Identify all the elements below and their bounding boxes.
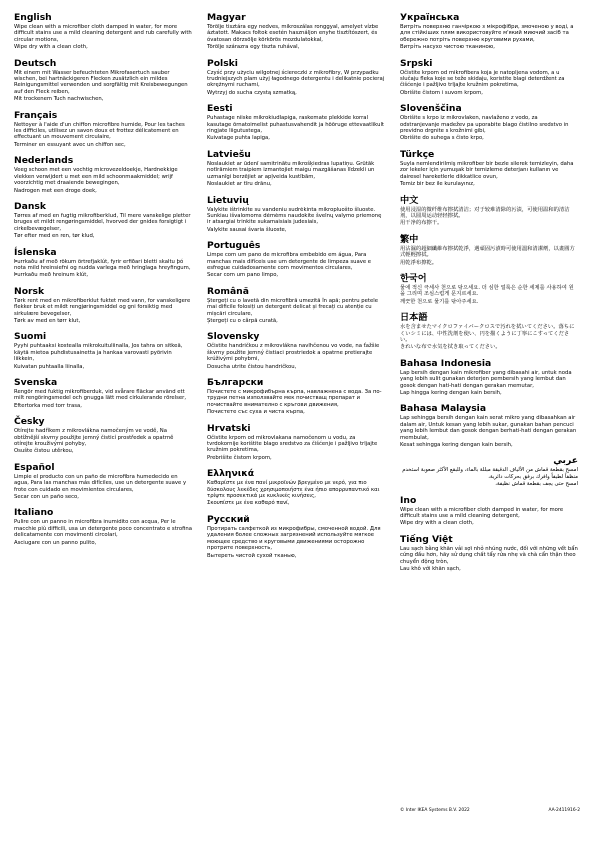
drying-instruction: Obrišite do suhega s čisto krpo, (400, 135, 484, 142)
drying-instruction: Nadrogen met een droge doek, (14, 187, 97, 194)
language-section (400, 403, 578, 448)
drying-instruction: Σκουπίστε με ένα καθαρό πανί, (207, 500, 290, 507)
cleaning-instruction: امسح بقطعة قماش من الألياف الدقيقة مبللة بالماء، وللبقع الأكثر صعوبة استخدم منظفاً لطيفاً وافرك برفق بحركات دائرية، (402, 467, 578, 480)
language-section (207, 514, 385, 559)
drying-instruction: Prebrišite čistom krpom, (207, 454, 272, 461)
language-section (14, 377, 192, 409)
drying-instruction: Wipe dry with a clean cloth, (400, 520, 474, 527)
cleaning-instruction: Obrišite s krpo iz mikrovlaken, navlaženo z vodo, za odstranjevanje madežev pa uporabite blago čistilno sredstvo in previdno drgnite s krožnimi gibi, (400, 115, 569, 135)
language-heading: Latviešu (207, 148, 251, 160)
language-section (14, 201, 192, 240)
cleaning-instruction: Veeg schoon met een vochtig microvezeldoekje, Hardnekkige vlekken verwijdert u met een mild schoonmaakmiddel; wrijf voorzichtig met draaiende bewegingen, (14, 167, 178, 187)
language-section (207, 240, 385, 279)
cleaning-instruction: Törölje tisztára egy nedves, mikroszálas ronggyal, amelyet vízbe áztatott. Makacs foltok esetén használjon enyhe tisztítószert, és óvatosan dörzsölje körkörös mozdulatokkal, (207, 24, 379, 43)
language-section (207, 286, 385, 325)
language-section (400, 149, 578, 188)
language-section (14, 286, 192, 325)
cleaning-instruction: Očistite handričkou z mikrovlákna navlhčenou vo vode, na ťažšie škvrny použite jemný čistiaci prostriedok a opatrne pretierajte krúživými pohybmi, (207, 343, 380, 363)
drying-instruction: Kesat sehingga kering dengan kain bersih, (400, 442, 513, 449)
footer (400, 808, 580, 814)
language-section (14, 462, 192, 501)
cleaning-instruction: 使用浸湿的微纤维布擦拭清洁；对于较难清除的污渍，可使用温和的清洁剂，以圆周运动轻轻擦拭。 (400, 206, 570, 219)
cleaning-instruction: Suyla nemlendirilmiş mikrofiber bir bezle silerek temizleyin, daha zor lekeler için yumuşak bir temizleme deterjanı kullanın ve dairesel hareketlerle dikkatlice ovun, (400, 160, 574, 180)
language-section (207, 468, 385, 507)
cleaning-instruction: Витріть поверхню ганчіркою з мікрофібри, змоченою у воді, а для стійкіших плям використовуйте м'який миючий засіб та обережно потріть поверхню круговими рухами, (400, 24, 574, 43)
drying-instruction: Tør efter med en ren, tør klud, (14, 233, 95, 240)
language-heading: Українська (400, 12, 460, 23)
drying-instruction: Temiz bir bez ile kurulayınız, (400, 181, 475, 188)
language-heading: Ελληνικά (207, 468, 255, 480)
language-heading: Bahasa Malaysia (400, 403, 487, 415)
language-heading: Español (14, 461, 55, 473)
language-heading: Slovenščina (400, 103, 462, 115)
language-heading: Norsk (14, 285, 45, 297)
language-section (207, 195, 385, 234)
drying-instruction: 用乾淨布擦乾。 (400, 259, 438, 266)
drying-instruction: Törölje szárazra egy tiszta ruhával, (207, 44, 300, 51)
drying-instruction: Asciugare con un panno pulito, (14, 539, 97, 546)
cleaning-instruction: Протирать салфеткой из микрофибры, смоченной водой. Для удаления более сложных загрязнений используйте мягкое моющее средство и круговыми движениями осторожно протрите поверхность, (207, 525, 381, 552)
language-heading: Tiếng Việt (400, 533, 453, 545)
language-section (207, 377, 385, 416)
cleaning-instruction: Valykite ištrinkite su vandeniu sudrėkinta mikropluošto šluoste. Sunkiau išvalomoms dėmėms naudokite švelnų valymo priemonę ir atsargiai trinkite sukamaisiais judesiais, (207, 206, 382, 226)
cleaning-instruction: Rengör med fuktig mikrofiberduk, vid svårare fläckar använd ett milt rengöringsmedel och gnugga lätt med cirkulerande rörelser, (14, 389, 187, 402)
document-code: AA-2411916-2 (548, 808, 580, 813)
drying-instruction: Noslaukiet ar tīru drānu, (207, 181, 272, 188)
cleaning-instruction: Wipe clean with a microfiber cloth damped in water, for more difficult stains use a mild cleaning detergent, (400, 506, 564, 520)
language-heading: Slovensky (207, 331, 260, 343)
drying-instruction: Ștergeți cu o cârpă curată, (207, 317, 278, 324)
language-section (400, 234, 578, 266)
cleaning-instruction: Nettoyer à l'aide d'un chiffon microfibre humide, Pour les taches les difficiles, utilisez un savon doux et frottez délicatement en effectuant un mouvement circulaire, (14, 121, 185, 141)
language-heading: Suomi (14, 331, 47, 343)
cleaning-instruction: Ștergeți cu o lavetă din microfibră umezită în apă; pentru petele mai dificile folosiți un detergent delicat și frecați cu atenție cu mișcări circulare, (207, 297, 378, 317)
cleaning-instruction: 물에 적신 극세사 천으로 닦으세요. 더 심한 얼룩은 순한 세제를 사용하여 원을 그리며 조심스럽게 문지르세요. (400, 284, 574, 298)
cleaning-instruction: 用沾濕的超細纖維布擦拭乾淨，遇頑固污漬時可使用溫和清潔劑，以畫圓方式輕輕擦拭。 (400, 245, 575, 259)
drying-instruction: امسح حتى يجف بقطعة قماش نظيفة، (495, 481, 578, 488)
language-section (207, 103, 385, 142)
drying-instruction: Terminer en essuyant avec un chiffon sec, (14, 141, 126, 148)
drying-instruction: Wytrzyj do sucha czystą szmatką, (207, 89, 297, 96)
language-heading: Polski (207, 57, 238, 69)
drying-instruction: Secar con un paño seco, (14, 494, 79, 501)
language-heading: Magyar (207, 12, 246, 23)
language-section (400, 103, 578, 142)
language-section (207, 12, 385, 51)
cleaning-instruction: Očistite krpom od mikrovlakana namočenom u vodu, za tvrdokornije korištite blago sredstvo za čišćenje i pažljivo trljajte kružnim pokretima, (207, 434, 378, 454)
drying-instruction: Tørk av med en tørr klut, (14, 317, 81, 324)
drying-instruction: Почистете със суха и чиста кърпа, (207, 409, 305, 416)
language-heading: 繁中 (400, 233, 419, 245)
language-section (14, 331, 192, 370)
cleaning-instruction: Pulire con un panno in microfibra inumidito con acqua, Per le macchie più difficili, usa un detergente poco concentrato e strofina delicatamente con movimenti circolari, (14, 519, 193, 539)
language-heading: Italiano (14, 507, 54, 519)
language-section (400, 495, 578, 527)
language-section (14, 507, 192, 546)
language-heading: Български (207, 377, 264, 388)
language-heading: Română (207, 285, 249, 297)
drying-instruction: Mit trockenem Tuch nachwischen, (14, 96, 104, 103)
language-section (400, 358, 578, 397)
language-heading: Svenska (14, 377, 58, 388)
drying-instruction: Витрі́ть насухо чистою тканиною, (400, 44, 495, 51)
cleaning-instruction: Puhastage niiske mikrokiudlapiga, raskemate plekkide korral kasutage õrnatoimelist puhastusvahendit ja hõõruge ettevaatlikult ringjate liigutustega, (207, 115, 384, 135)
language-section (400, 12, 578, 51)
cleaning-instruction: Lap sehingga bersih dengan kain serat mikro yang dibasahkan air dalam air, Untuk kesan yang lebih sukar, gunakan bahan pencuci yang lebih lembut dan gosok dengan berhati-hati dengan gerakan membulat, (400, 415, 577, 441)
language-heading: Hrvatski (207, 422, 251, 434)
drying-instruction: 用干净的布擦干。 (400, 220, 443, 227)
language-heading: Deutsch (14, 57, 57, 69)
cleaning-instruction: Почистете с микрофибърна кърпа, навлажнена с вода. За по-трудни петна използвайте мек почистващ препарат и почиствайте внимателно с кръгови движения, (207, 389, 382, 408)
language-heading: 中文 (400, 194, 419, 206)
drying-instruction: Kuivatan puhtaalla liinalla, (14, 363, 85, 370)
language-heading: Bahasa Indonesia (400, 357, 492, 369)
cleaning-instruction: Καθαρίστε με ένα πανί μικροϊνών βρεγμένο με νερό, για πιο δύσκολους λεκέδες χρησιμοποιήστε ένα ήπιο απορρυπαντικό και τρίψτε προσεκτικά με κυκλικές κινήσεις, (207, 480, 380, 500)
language-heading: Česky (14, 416, 45, 428)
language-section (207, 149, 385, 188)
language-section (14, 155, 192, 194)
column-3 (400, 12, 578, 580)
language-heading: Português (207, 240, 261, 252)
cleaning-instruction: Očistite krpom od mikrofibera koja je natopljena vodom, a u slučaju fleka koje se teže skidaju, koristite blagi deterdžent za čišćenje i pažljivo trljajte kružnim pokretima, (400, 69, 565, 89)
cleaning-instruction: 水を含ませたマイクロファイバークロスで汚れを拭いてください。落ちにくいシミには、中性洗剤を使い、円を描くように丁寧にこすってください。 (400, 324, 575, 343)
language-heading: Nederlands (14, 155, 74, 167)
language-heading: Français (14, 109, 58, 121)
column-1 (14, 12, 192, 553)
drying-instruction: きれいな布で水気を拭き取ってください。 (400, 344, 501, 351)
drying-instruction: Вытереть чистой сухой тканью, (207, 552, 297, 559)
language-section (400, 312, 578, 351)
cleaning-instruction: Lap bersih dengan kain mikrofiber yang dibasahi air, untuk noda yang lebih sulit gunakan deterjen pembersih yang lembut dan gosok dengan hati-hati dengan gerakan memutar, (400, 369, 572, 389)
drying-instruction: Eftertorka med torr trasa, (14, 402, 82, 409)
drying-instruction: Wipe dry with a clean cloth, (14, 44, 88, 51)
cleaning-instruction: Noslaukiet ar ūdenī samitrinātu mikrošķiedras lupatiņu. Grūtāk notīrāmiem traipiem izmantojiet maigu mazgāšanas līdzekli un uzmanīgi berzējiet ar apļveida kustībām, (207, 160, 375, 180)
drying-instruction: Kuivatage puhta lapiga, (207, 135, 270, 142)
drying-instruction: Lau khô với khăn sạch, (400, 566, 461, 573)
language-section (14, 110, 192, 149)
language-heading: 日本語 (400, 312, 428, 324)
cleaning-instruction: Mit einem mit Wasser befeuchteten Mikrofasertuch sauber wischen, bei hartnäckigeren Flecken zusätzlich ein mildes Reinigungsmittel verwenden und sorgfältig mit Kreisbewegungen auf den Fleck reiben, (14, 69, 188, 95)
language-section (400, 455, 578, 487)
language-heading: Ino (400, 494, 417, 506)
drying-instruction: Valykite sausai švaria šluoste, (207, 226, 287, 233)
language-heading: Srpski (400, 57, 433, 69)
language-section (14, 12, 192, 51)
cleaning-instruction: Otírejte hadříkem z mikrovlákna namočeným ve vodě, Na obtížnější skvrny použijte jemný čisticí prostředek a opatrně otírejte krouživými pohyby, (14, 428, 174, 448)
drying-instruction: Osušte čistou utěrkou, (14, 448, 74, 455)
language-heading: 한국어 (400, 272, 427, 284)
cleaning-instruction: Limpie el producto con un paño de microfibra humedecido en agua, Para las manchas más difíciles, use un detergente suave y frote con cuidado en movimientos circulares, (14, 473, 187, 493)
language-section (14, 416, 192, 455)
cleaning-instruction: Pyyhi puhtaaksi kostealla mikrokuituliinalla, Jos tahra on sitkeä, käytä mietoa puhdistusainetta ja hankaa varovasti pyörivin liikkein, (14, 343, 183, 363)
language-section (400, 534, 578, 573)
language-heading: English (14, 12, 52, 23)
language-heading: Dansk (14, 200, 46, 212)
language-section (400, 58, 578, 97)
language-heading: Lietuvių (207, 194, 249, 206)
drying-instruction: 깨끗한 천으로 물기를 닦아주세요. (400, 298, 479, 305)
drying-instruction: Dosucha utrite čistou handričkou, (207, 363, 297, 370)
language-section (207, 58, 385, 97)
cleaning-instruction: Czyść przy użyciu wilgotnej ściereczki z mikrofibry, W przypadku trudniejszych plam użyj łagodnego detergentu i delikatnie pocieraj okrężnymi ruchami, (207, 69, 385, 89)
column-2 (207, 12, 385, 566)
drying-instruction: Secar com um pano limpo, (207, 272, 279, 279)
drying-instruction: Þurrkaðu með hreinum klút, (14, 272, 89, 279)
cleaning-instruction: Tørres af med en fugtig mikrofiberklud, Til mere vanskelige pletter bruges et mildt rengøringsmiddel, hvorved der gnides forsigtigt i cirkelbevægelser, (14, 212, 191, 232)
cleaning-instruction: Þurrkaðu af með rökum örtrefjaklút, fyrir erfiðari bletti skaltu þó nota mild hreinsiefni og nudda varlega með hringlaga hreyfingum, (14, 258, 191, 271)
drying-instruction: Lap hingga kering dengan kain bersih, (400, 390, 502, 396)
cleaning-instruction: Limpe com um pano de microfibra embebido em água, Para manchas mais difíceis use um detergente de limpeza suave e esfregue cuidadosamente com movimentos circulares, (207, 252, 372, 271)
language-heading: Türkçe (400, 148, 435, 160)
copyright-text: © Inter IKEA Systems B.V. 2022 (400, 808, 470, 813)
language-section (400, 195, 578, 227)
cleaning-instruction: Lau sạch bằng khăn vải sợi nhỏ nhúng nước, đối với những vết bẩn cứng đầu hơn, hãy sử dụng chất tẩy rửa nhẹ và chà cẩn thận theo chuyển động tròn, (400, 545, 578, 565)
language-section (207, 423, 385, 462)
language-section (400, 273, 578, 305)
cleaning-instruction: Tørk rent med en mikrofiberklut fuktet med vann, for vanskeligere flekker bruk et mildt rengjøringsmiddel og gni forsiktig med sirkulære bevegelser, (14, 297, 191, 317)
cleaning-instruction: Wipe clean with a microfiber cloth damped in water, for more difficult stains use a mild cleaning detergent and rub carefully with circular motions, (14, 24, 192, 43)
language-heading: عربي (553, 455, 578, 467)
language-section (14, 247, 192, 279)
language-heading: Eesti (207, 103, 233, 115)
language-section (207, 331, 385, 370)
language-heading: Íslenska (14, 246, 57, 258)
language-heading: Русский (207, 513, 250, 525)
drying-instruction: Obrišite čistom i suvom krpom, (400, 89, 483, 96)
language-section (14, 58, 192, 103)
